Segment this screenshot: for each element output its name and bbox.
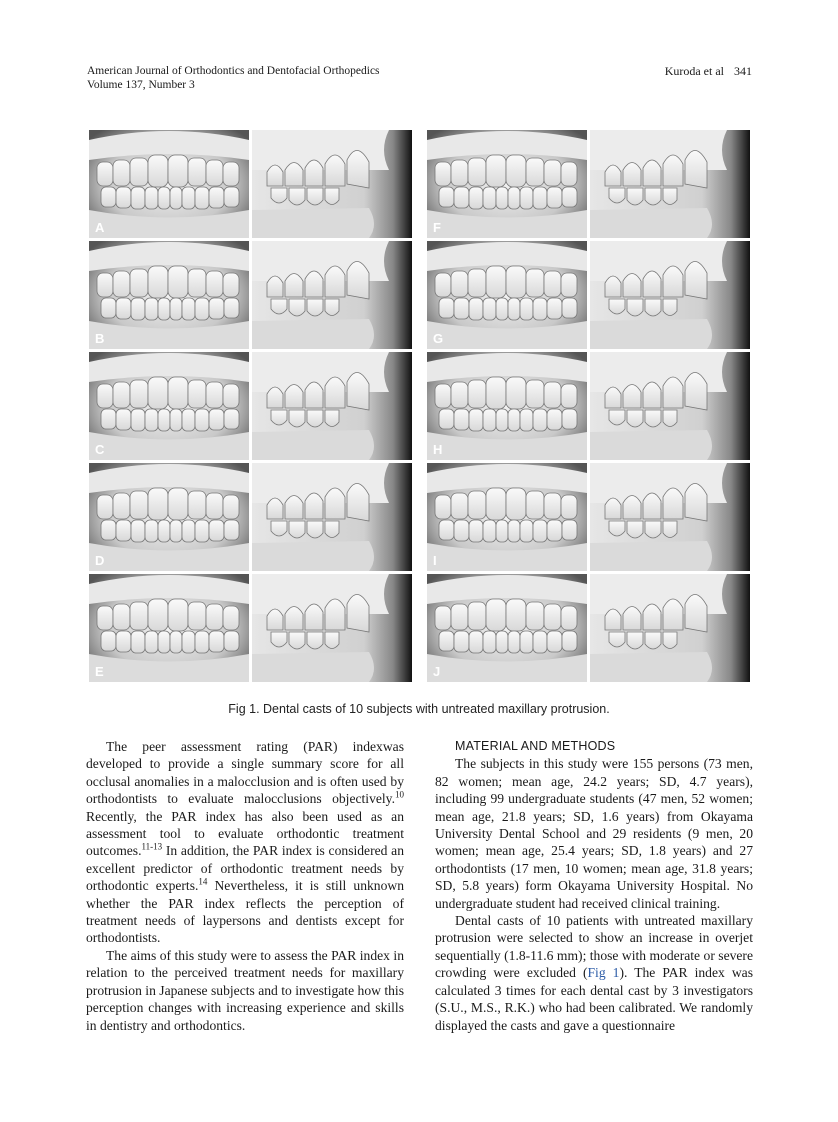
panel-label: I <box>433 553 437 568</box>
cast-panel-g <box>427 241 750 349</box>
cast-panel-j <box>427 574 750 682</box>
running-header-right <box>665 64 752 79</box>
right-column <box>435 738 753 1034</box>
panel-label: B <box>95 331 105 346</box>
text-run: Nevertheless, it is still unknown whether the PAR index reflects the perception of treatment needs of laypersons and dentists except for orthodontists. <box>86 878 404 946</box>
panel-label: J <box>433 664 441 679</box>
cast-photo <box>89 241 412 349</box>
panel-label: C <box>95 442 105 457</box>
intro-paragraph-2: The aims of this study were to assess the PAR index in relation to the perceived treatment needs for maxillary protrusion in Japanese subjects and to investigate how this perception changes with increasing experience and skills in dentistry and orthodontics. <box>86 947 404 1033</box>
running-authors: Kuroda et al <box>664 64 724 78</box>
left-column <box>86 738 404 1034</box>
text-run: The peer assessment rating (PAR) indexwas developed to provide a single summary score for all occlusal anomalies in a malocclusion and is often used by orthodontists to evaluate malocclusions objectively. <box>86 739 404 807</box>
cast-photo <box>89 463 412 571</box>
page-number: 341 <box>734 64 752 78</box>
citation: 14 <box>198 876 208 887</box>
text-run: Recently, the PAR index has also been used as an assessment tool to evaluate orthodontic treatment outcomes. <box>86 808 404 859</box>
citation: 11-13 <box>141 841 163 852</box>
figure-caption: Fig 1. Dental casts of 10 subjects with untreated maxillary protrusion. <box>228 702 610 716</box>
figure-link[interactable]: Fig 1 <box>587 965 620 981</box>
cast-panel-a <box>89 130 412 238</box>
panel-label: E <box>95 664 104 679</box>
text-run: Dental casts of 10 patients with untreated maxillary protrusion were selected to show an increase in overjet sequentially (1.8-11.6 mm); those with moderate or severe crowding were excluded ( <box>435 913 753 981</box>
running-header-journal <box>87 64 380 92</box>
intro-paragraph-1 <box>86 738 404 947</box>
section-heading: MATERIAL AND METHODS <box>455 739 616 753</box>
text-run: ). The PAR index was calculated 3 times for each dental cast by 3 investigators (S.U., M.S., R.K.) who had been calibrated. We randomly displayed the casts and gave a questionnaire <box>435 965 753 1033</box>
journal-title: American Journal of Orthodontics and Dentofacial Orthopedics <box>87 65 380 77</box>
citation: 10 <box>395 789 404 800</box>
cast-panel-b <box>89 241 412 349</box>
cast-photo <box>427 352 750 460</box>
cast-panel-c <box>89 352 412 460</box>
panel-label: G <box>433 331 444 346</box>
panel-label: D <box>95 553 105 568</box>
cast-panel-e <box>89 574 412 682</box>
cast-panel-h <box>427 352 750 460</box>
cast-photo <box>427 241 750 349</box>
cast-panel-f <box>427 130 750 238</box>
cast-photo <box>427 574 750 682</box>
methods-paragraph-2 <box>435 912 753 1034</box>
journal-volume: Volume 137, Number 3 <box>87 79 195 91</box>
cast-photo <box>89 130 412 238</box>
cast-panel-i <box>427 463 750 571</box>
cast-panel-d <box>89 463 412 571</box>
figure-1 <box>89 130 750 683</box>
panel-label: F <box>433 220 441 235</box>
cast-photo <box>427 463 750 571</box>
panel-label: H <box>433 442 443 457</box>
panel-label: A <box>95 220 105 235</box>
cast-photo <box>427 130 750 238</box>
methods-paragraph-1: The subjects in this study were 155 persons (73 men, 82 women; mean age, 24.2 years; SD, 4.7 years), including 99 undergraduate students (47 men, 52 women; mean age, 21.8 years; SD, 1.6 years) from Okayama University Dental School and 29 residents (9 men, 20 women; mean age, 25.4 years; SD, 1.8 years) and 27 orthodontists (17 men, 10 women; mean age, 31.8 years; SD, 5.8 years) form Okayama University Hospital. No undergraduate student had received clinical training. <box>435 756 753 911</box>
text-run: In addition, the PAR index is considered an excellent predictor of orthodontic treatment needs by orthodontic experts. <box>86 843 404 894</box>
cast-photo <box>89 574 412 682</box>
cast-photo <box>89 352 412 460</box>
